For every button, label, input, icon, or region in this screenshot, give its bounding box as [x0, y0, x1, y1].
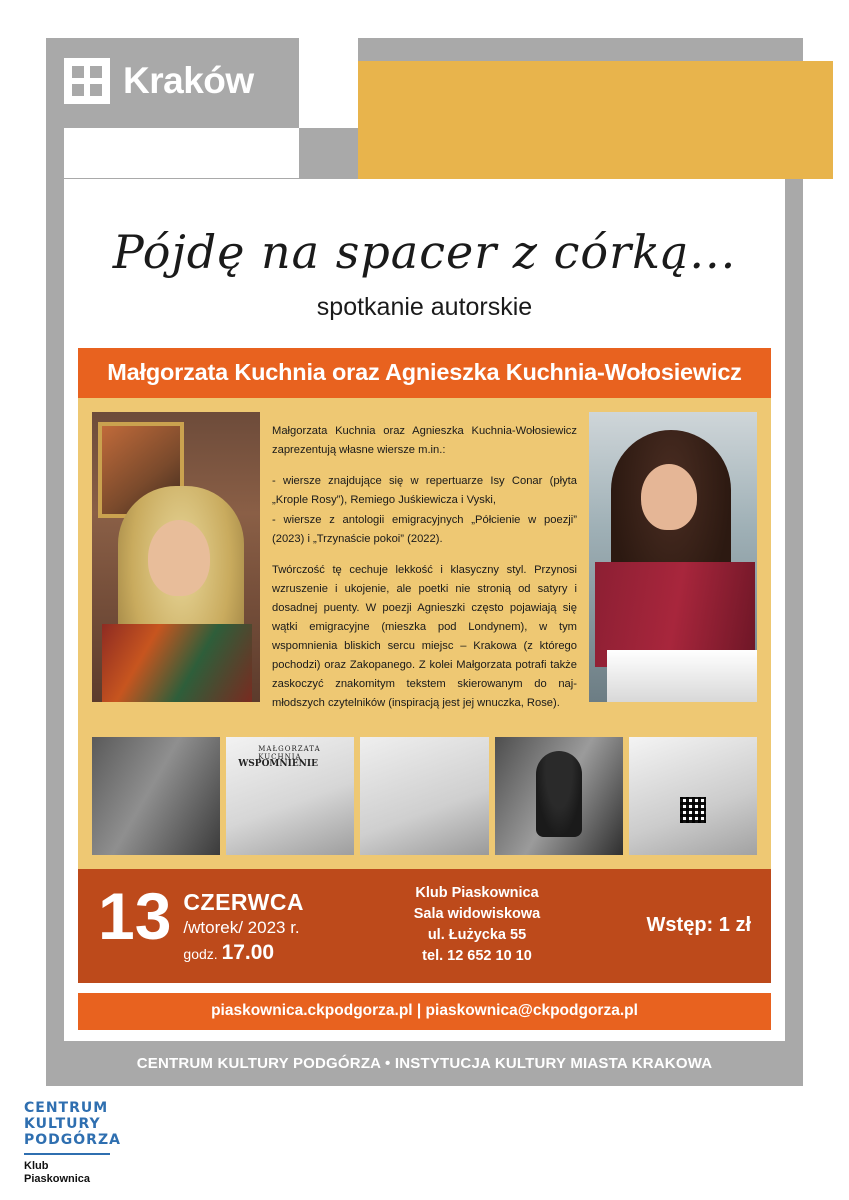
header-gold-block — [358, 61, 833, 179]
event-hour-row — [183, 941, 304, 965]
event-date-lines — [183, 885, 304, 965]
photo-strip-poem — [360, 737, 488, 855]
krakow-logo — [64, 58, 254, 104]
photo-author-agnieszka — [589, 412, 757, 702]
strip-poem-title: WSPOMNIENIE — [238, 759, 318, 769]
strip-book-title: MAŁGORZATA KUCHNIA — [258, 745, 321, 761]
krakow-crest-icon — [64, 58, 110, 104]
description-bullet-1: - wiersze znajdujące się w repertuarze Isy Conar (płyta „Krople Rosy”), Remiego Juśkiewicza i Vyski, — [272, 475, 577, 506]
event-day: 13 — [98, 879, 172, 953]
media-row — [92, 412, 757, 725]
photo-strip-qr — [629, 737, 757, 855]
venue-line-2: Sala widowiskowa — [413, 906, 541, 922]
event-price: Wstęp: 1 zł — [646, 913, 751, 936]
event-hour-value: 17.00 — [221, 941, 275, 964]
event-date-block — [98, 879, 353, 965]
description-text — [272, 412, 577, 725]
ck-logo-sub-1: Klub — [24, 1160, 49, 1172]
description-intro: Małgorzata Kuchnia oraz Agnieszka Kuchnia-Wołosiewicz zaprezentują własne wiersze m.in.: — [272, 425, 577, 456]
event-weekday-year: /wtorek/ 2023 r. — [183, 918, 300, 937]
ck-logo-divider — [24, 1153, 110, 1155]
photo-strip-wspomnienie — [226, 737, 354, 855]
event-month: CZERWCA — [183, 889, 305, 915]
ck-logo-line-1: CENTRUM — [24, 1100, 109, 1116]
header-white-strip — [64, 128, 299, 178]
description-paragraph: Twórczość tę cechuje lekkość i klasyczny styl. Przynosi wzruszenie i ukojenie, ale poetki nie stronią od satyry i dosadnej puenty. W poezji Agnieszki często pojawiają się wątki emigracyjne (mieszka pod Londynem), w tym wspomnienia bliskich sercu miejsc – Krakowa (z którego pochodzi) oraz Zakopanego. Z kolei Małgorzata potrafi także zaskoczyć znakomitym tekstem skierowanym do naj-młodszych czytelników (inspiracją jest jej wnuczka, Rose). — [272, 564, 577, 709]
ck-logo-sub-2: Piaskownica — [24, 1173, 91, 1185]
ck-podgorza-logo — [24, 1100, 121, 1186]
event-venue — [353, 883, 601, 967]
event-details-bar — [78, 869, 771, 983]
krakow-wordmark: Kraków — [123, 60, 254, 101]
description-bullet-2: - wiersze z antologii emigracyjnych „Półcienie w poezji” (2023) i „Trzynaście pokoi” (2022). — [272, 514, 577, 545]
photo-strip-reading — [92, 737, 220, 855]
ck-logo-line-2: KULTURY — [24, 1116, 101, 1132]
authors-banner: Małgorzata Kuchnia oraz Agnieszka Kuchnia-Wołosiewicz — [78, 348, 771, 398]
photo-author-malgorzata — [92, 412, 260, 702]
venue-line-4: tel. 12 652 10 10 — [422, 948, 532, 964]
event-hour-label: godz. — [183, 946, 218, 962]
poster-title: Pójdę na spacer z córką... — [112, 225, 737, 279]
website-bar[interactable]: piaskownica.ckpodgorza.pl | piaskownica@ckpodgorza.pl — [78, 993, 771, 1030]
qr-code-icon — [680, 797, 706, 823]
photo-strip-row — [92, 737, 757, 855]
venue-line-1: Klub Piaskownica — [415, 885, 539, 901]
portrait-silhouette — [536, 751, 582, 837]
ck-logo-line-3: PODGÓRZA — [24, 1132, 121, 1148]
poster-body — [64, 179, 785, 1041]
description-bullets — [272, 472, 577, 549]
poster-footer: CENTRUM KULTURY PODGÓRZA • INSTYTUCJA KULTURY MIASTA KRAKOWA — [46, 1041, 803, 1086]
poster-header — [46, 38, 803, 128]
poster-frame — [46, 38, 803, 1086]
photo-strip-portrait — [495, 737, 623, 855]
header-white-block — [299, 38, 358, 128]
content-band — [78, 398, 771, 869]
poster-subtitle: spotkanie autorskie — [316, 293, 533, 321]
venue-line-3: ul. Łużycka 55 — [427, 927, 527, 943]
